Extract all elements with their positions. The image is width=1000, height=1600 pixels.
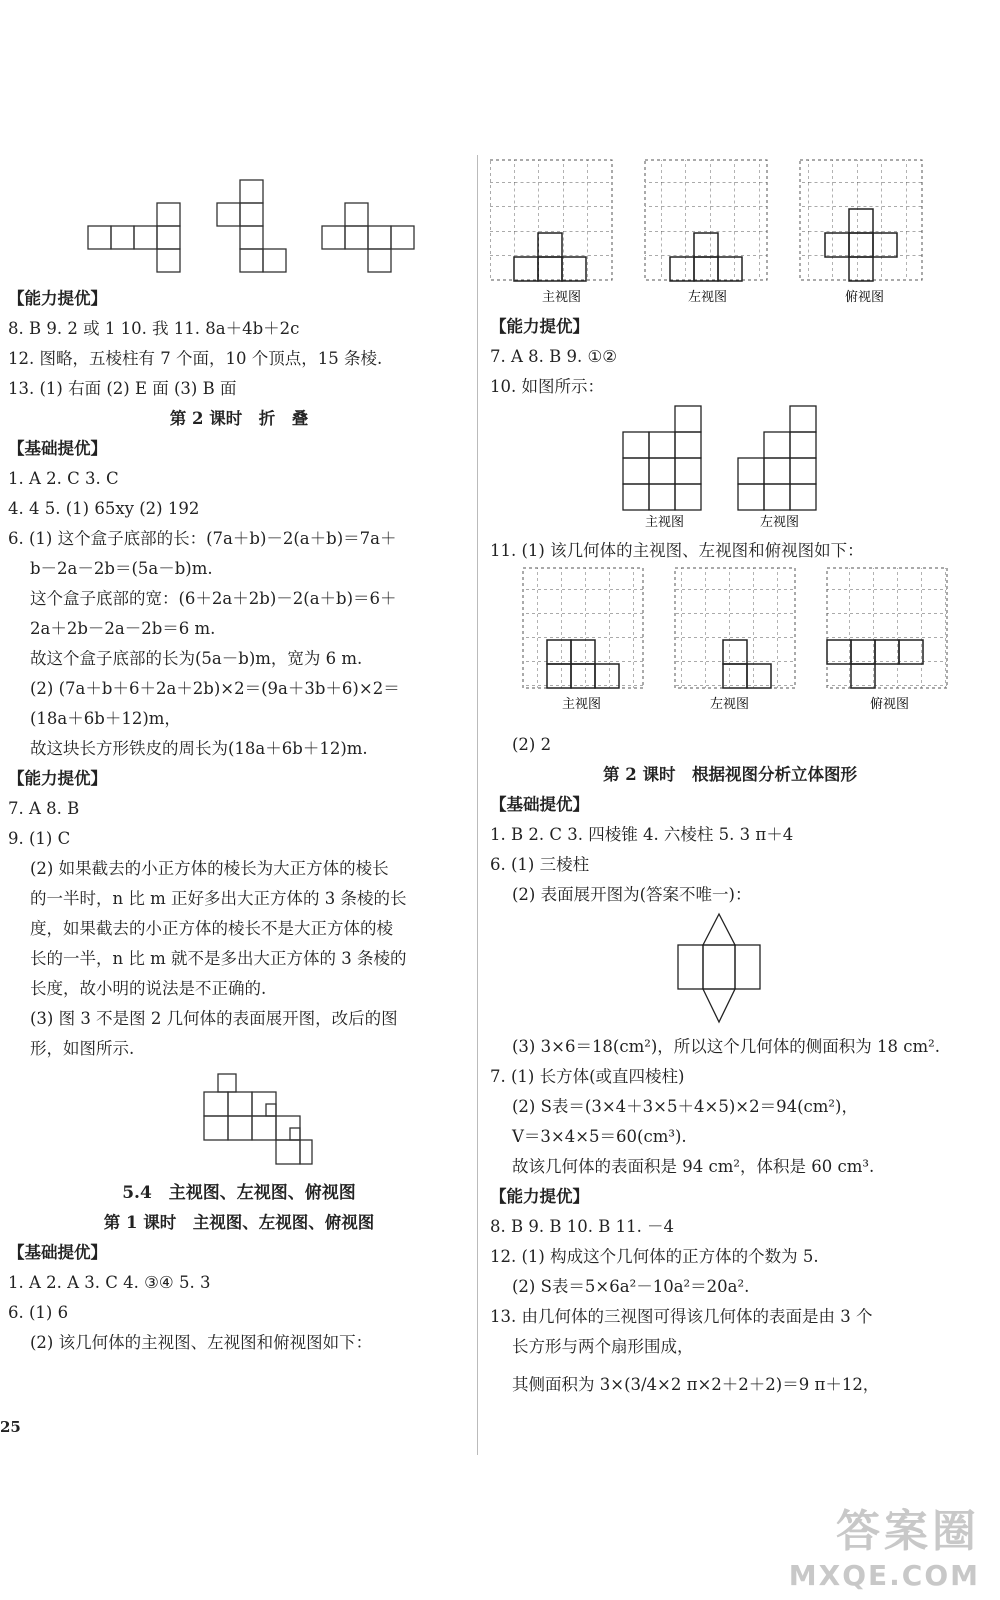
section-heading: 【能力提优】 bbox=[8, 769, 107, 788]
lesson-title: 第 1 课时 主视图、左视图、俯视图 bbox=[103, 1213, 375, 1232]
answer-line: 8. B 9. 2 或 1 10. 我 11. 8a＋4b＋2c bbox=[8, 319, 300, 338]
answer-line: 9. (1) C bbox=[8, 829, 71, 848]
view-label: 俯视图 bbox=[845, 290, 885, 305]
answer-line: 4. 4 5. (1) 65xy (2) 192 bbox=[8, 499, 200, 518]
right-column bbox=[490, 158, 970, 1400]
answer-line: (3) 3×6＝18(cm²)，所以这个几何体的侧面积为 18 cm². bbox=[512, 1037, 941, 1056]
answer-line: (2) 如果截去的小正方体的棱长为大正方体的棱长 bbox=[30, 859, 389, 878]
answer-line: 这个盒子底部的宽：(6＋2a＋2b)－2(a＋b)＝6＋ bbox=[30, 589, 397, 608]
left-column bbox=[8, 160, 470, 1358]
answer-line: 6. (1) 三棱柱 bbox=[490, 855, 590, 874]
answer-line: 故这个盒子底部的长为(5a－b)m，宽为 6 m. bbox=[30, 649, 363, 668]
section-heading: 【基础提优】 bbox=[8, 1243, 107, 1262]
answer-line: 13. 由几何体的三视图可得该几何体的表面是由 3 个 bbox=[490, 1307, 873, 1326]
answer-line: 8. B 9. B 10. B 11. －4 bbox=[490, 1217, 675, 1236]
answer-line: 1. A 2. C 3. C bbox=[8, 469, 119, 488]
answer-line: (3) 图 3 不是图 2 几何体的表面展开图，改后的图 bbox=[30, 1009, 398, 1028]
cube-nets-figure bbox=[8, 160, 470, 280]
answer-line: 故这块长方形铁皮的周长为(18a＋6b＋12)m. bbox=[30, 739, 368, 758]
prism-net-figure bbox=[490, 910, 970, 1028]
answer-line: (2) S表＝5×6a²－10a²＝20a². bbox=[512, 1277, 750, 1296]
answer-line: (2) S表＝(3×4＋3×5＋4×5)×2＝94(cm²)， bbox=[512, 1097, 858, 1116]
answer-line: (2) 表面展开图为(答案不唯一)： bbox=[512, 885, 752, 904]
chapter-title: 5.4 主视图、左视图、俯视图 bbox=[122, 1183, 356, 1203]
answer-line: 2a＋2b－2a－2b＝6 m. bbox=[30, 619, 216, 638]
staircase-net-figure bbox=[8, 1064, 470, 1174]
view-label: 俯视图 bbox=[870, 697, 910, 712]
view-label: 主视图 bbox=[562, 697, 602, 712]
answer-line: 6. (1) 6 bbox=[8, 1303, 69, 1322]
three-views-figure-3 bbox=[490, 566, 970, 726]
answer-line: b－2a－2b＝(5a－b)m. bbox=[30, 559, 213, 578]
view-label: 左视图 bbox=[760, 515, 800, 530]
answer-line: 12. 图略，五棱柱有 7 个面，10 个顶点，15 条棱. bbox=[8, 349, 383, 368]
answer-line: V＝3×4×5＝60(cm³). bbox=[512, 1127, 687, 1146]
section-heading: 【能力提优】 bbox=[490, 1187, 589, 1206]
answer-line: 长的一半，n 比 m 就不是多出大正方体的 3 条棱的 bbox=[30, 949, 407, 968]
answer-line: 6. (1) 这个盒子底部的长：(7a＋b)－2(a＋b)＝7a＋ bbox=[8, 529, 397, 548]
section-heading: 【能力提优】 bbox=[8, 289, 107, 308]
answer-line: 长方形与两个扇形围成， bbox=[512, 1337, 694, 1356]
answer-line: 其侧面积为 3×(3/4×2 π×2＋2＋2)＝9 π＋12， bbox=[512, 1375, 880, 1394]
answer-line: (2) 2 bbox=[512, 735, 552, 754]
answer-line: 的一半时，n 比 m 正好多出大正方体的 3 条棱的长 bbox=[30, 889, 407, 908]
view-label: 左视图 bbox=[710, 697, 750, 712]
answer-line: 形，如图所示. bbox=[30, 1039, 135, 1058]
three-views-figure-2 bbox=[490, 402, 970, 532]
lesson-title: 第 2 课时 折 叠 bbox=[169, 409, 309, 428]
answer-line: (2) 该几何体的主视图、左视图和俯视图如下： bbox=[30, 1333, 373, 1352]
lesson-title: 第 2 课时 根据视图分析立体图形 bbox=[603, 765, 857, 784]
answer-line: (18a＋6b＋12)m， bbox=[30, 709, 181, 728]
section-heading: 【能力提优】 bbox=[490, 317, 589, 336]
view-label: 主视图 bbox=[645, 515, 685, 530]
answer-line: 7. (1) 长方体(或直四棱柱) bbox=[490, 1067, 685, 1086]
watermark bbox=[789, 1495, 980, 1592]
answer-line: 11. (1) 该几何体的主视图、左视图和俯视图如下： bbox=[490, 541, 864, 560]
view-label: 主视图 bbox=[542, 290, 582, 305]
page-number: 25 bbox=[0, 1418, 21, 1436]
answer-line: 长度，故小明的说法是不正确的. bbox=[30, 979, 267, 998]
answer-line: 度，如果截去的小正方体的棱长不是大正方体的棱 bbox=[30, 919, 393, 938]
answer-line: 7. A 8. B 9. ①② bbox=[490, 347, 618, 366]
watermark-logo-text: 答案圈 bbox=[836, 1506, 980, 1557]
answer-line: 12. (1) 构成这个几何体的正方体的个数为 5. bbox=[490, 1247, 819, 1266]
answer-line: 1. A 2. A 3. C 4. ③④ 5. 3 bbox=[8, 1273, 211, 1292]
answer-line: 13. (1) 右面 (2) E 面 (3) B 面 bbox=[8, 379, 237, 398]
section-heading: 【基础提优】 bbox=[8, 439, 107, 458]
answer-line: 故该几何体的表面积是 94 cm²，体积是 60 cm³. bbox=[512, 1157, 875, 1176]
column-divider bbox=[477, 155, 478, 1455]
section-heading: 【基础提优】 bbox=[490, 795, 589, 814]
view-label: 左视图 bbox=[688, 290, 728, 305]
answer-line: 10. 如图所示： bbox=[490, 377, 604, 396]
watermark-url: MXQE.COM bbox=[788, 1559, 980, 1592]
answer-line: (2) (7a＋b＋6＋2a＋2b)×2＝(9a＋3b＋6)×2＝ bbox=[30, 679, 400, 698]
answer-line: 1. B 2. C 3. 四棱锥 4. 六棱柱 5. 3 π＋4 bbox=[490, 825, 794, 844]
answer-line: 7. A 8. B bbox=[8, 799, 80, 818]
three-views-figure-1 bbox=[490, 158, 970, 308]
